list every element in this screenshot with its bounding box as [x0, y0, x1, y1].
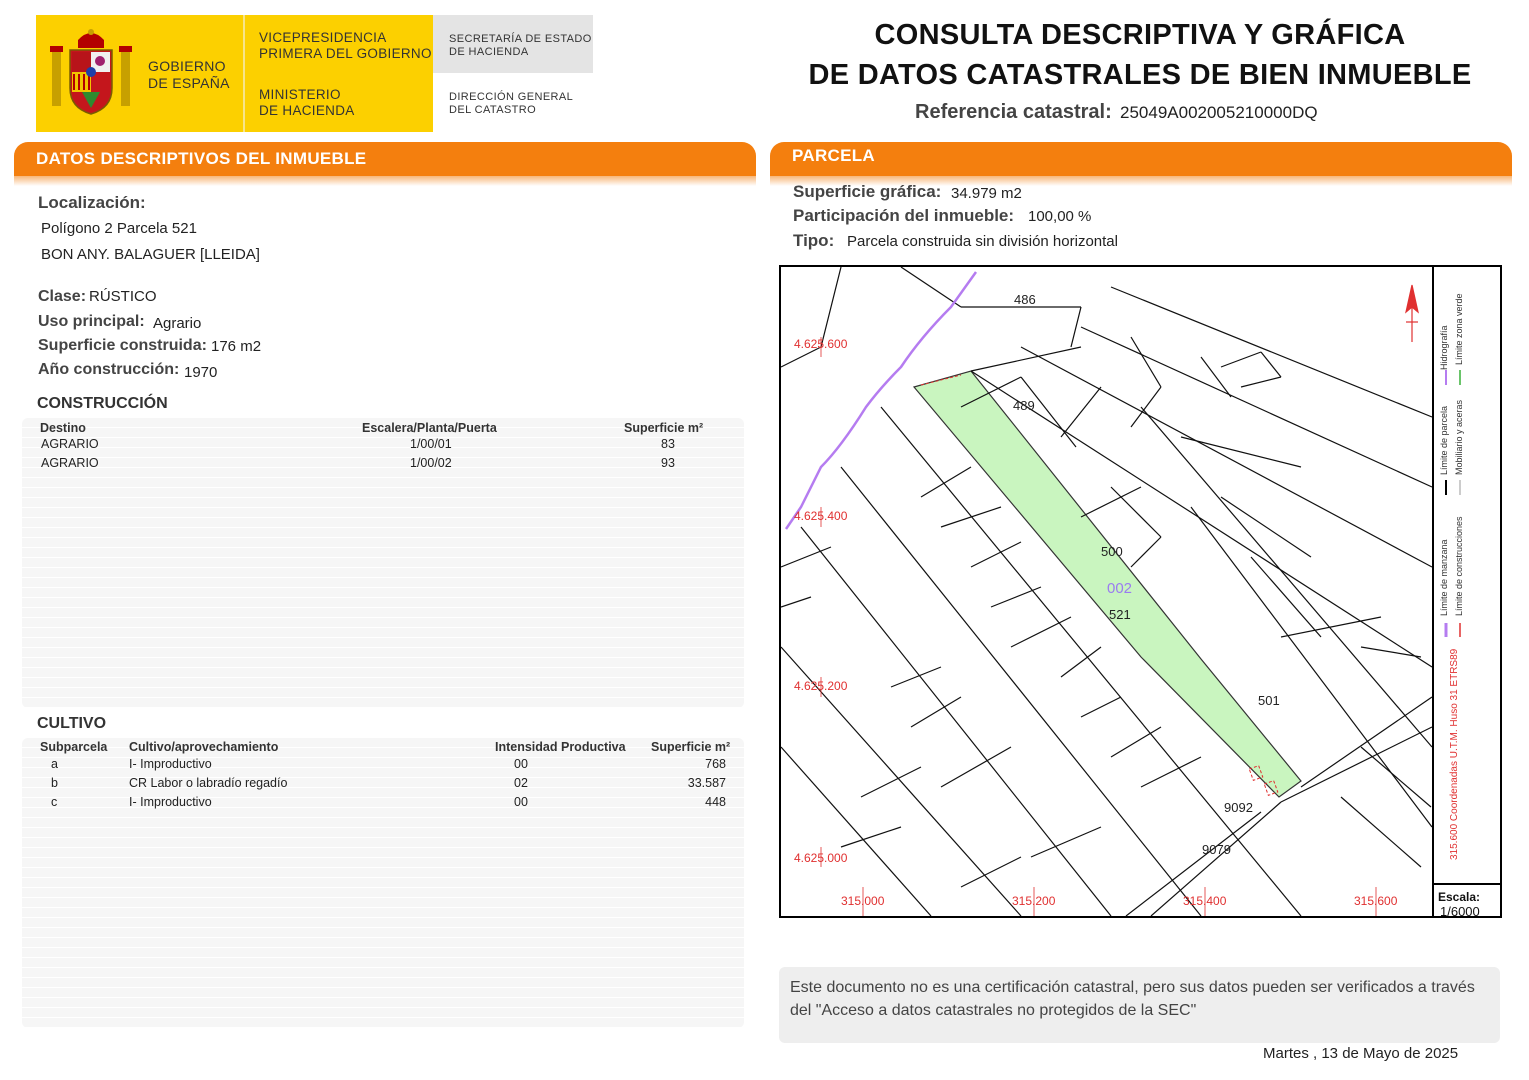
parcel-label: 501	[1258, 693, 1280, 708]
x-coord-label: 315.400	[1183, 894, 1227, 908]
uso-value: Agrario	[153, 315, 202, 332]
parcel-label: 500	[1101, 544, 1123, 559]
coord-system-label: 315.600 Coordenadas U.T.M. Huso 31 ETRS89	[1449, 648, 1460, 860]
localizacion-line1: Polígono 2 Parcela 521	[41, 220, 197, 237]
legend-label-mobiliario: Mobiliario y aceras	[1454, 399, 1464, 475]
x-coord-label: 315.000	[841, 894, 885, 908]
table-cell: 448	[705, 795, 726, 809]
vicepresidencia-text: VICEPRESIDENCIA PRIMERA DEL GOBIERNO	[259, 30, 432, 61]
parcel-label: 489	[1013, 398, 1035, 413]
table-cell: b	[51, 776, 58, 790]
table-cell: I- Improductivo	[129, 795, 212, 809]
parcel-label: 486	[1014, 292, 1036, 307]
table-cell: 1/00/02	[410, 456, 452, 470]
construccion-header-escalera: Escalera/Planta/Puerta	[362, 421, 497, 435]
parcela-header: PARCELA	[770, 142, 1512, 176]
y-coord-label: 4.625.200	[794, 679, 848, 693]
coat-of-arms-icon	[48, 28, 134, 118]
legend-label-hidrografia: Hidrografía	[1439, 325, 1449, 370]
cultivo-header-subparcela: Subparcela	[40, 740, 108, 754]
anio-value: 1970	[184, 364, 218, 381]
ministerio-text: MINISTERIO DE HACIENDA	[259, 87, 355, 118]
disclaimer-text: Este documento no es una certificación catastral, pero sus datos pueden ser verificados a través del "Acceso a datos catastrales no protegidos de la SEC"	[790, 979, 1475, 1019]
table-cell: 00	[514, 795, 528, 809]
participacion-label: Participación del inmueble:	[793, 206, 1015, 225]
y-coord-label: 4.625.600	[794, 337, 848, 351]
participacion-value: 100,00 %	[1028, 208, 1092, 225]
superficie-construida-label: Superficie construida:	[38, 337, 207, 354]
tipo-value: Parcela construida sin división horizontal	[847, 233, 1118, 250]
table-cell: I- Improductivo	[129, 757, 212, 771]
y-coord-label: 4.625.000	[794, 851, 848, 865]
construccion-table	[22, 418, 744, 708]
uso-label: Uso principal:	[38, 313, 145, 330]
legend-label-zona-verde: Límite zona verde	[1454, 293, 1464, 365]
legend-label-manzana: Límite de manzana	[1439, 539, 1449, 616]
page-title: CONSULTA DESCRIPTIVA Y GRÁFICA DE DATOS CATASTRALES DE BIEN INMUEBLE	[808, 19, 1472, 91]
x-coord-label: 315.600	[1354, 894, 1398, 908]
construccion-header-superficie: Superficie m²	[624, 421, 704, 435]
anio-label: Año construcción:	[38, 361, 180, 378]
table-cell: a	[51, 757, 58, 771]
ref-label: Referencia catastral:	[915, 101, 1112, 123]
gobierno-text: GOBIERNO DE ESPAÑA	[148, 58, 230, 91]
clase-value: RÚSTICO	[89, 288, 157, 305]
construccion-title: CONSTRUCCIÓN	[37, 395, 168, 412]
table-cell: 83	[661, 437, 675, 451]
table-cell: 1/00/01	[410, 437, 452, 451]
tipo-label: Tipo:	[793, 231, 835, 250]
table-cell: AGRARIO	[41, 456, 99, 470]
parcel-label: 9079	[1202, 842, 1231, 857]
construccion-header-destino: Destino	[40, 421, 86, 435]
north-arrow-icon	[1406, 285, 1418, 342]
descriptivos-header-shadow	[14, 176, 756, 186]
descriptivos-header: DATOS DESCRIPTIVOS DEL INMUEBLE	[14, 142, 756, 176]
parcel-label: 9092	[1224, 800, 1253, 815]
x-coord-label: 315.200	[1012, 894, 1056, 908]
table-cell: 02	[514, 776, 528, 790]
table-cell: CR Labor o labradío regadío	[129, 776, 288, 790]
y-coord-label: 4.625.400	[794, 509, 848, 523]
direccion-text: DIRECCIÓN GENERAL DEL CATASTRO	[449, 91, 574, 116]
table-cell: AGRARIO	[41, 437, 99, 451]
table-cell: 768	[705, 757, 726, 771]
ref-value: 25049A002005210000DQ	[1120, 103, 1318, 122]
table-cell: 33.587	[687, 776, 726, 790]
localizacion-label: Localización:	[38, 193, 146, 212]
cultivo-header-cultivo: Cultivo/aprovechamiento	[129, 740, 279, 754]
table-cell: c	[51, 795, 58, 809]
superficie-grafica-value: 34.979 m2	[951, 185, 1022, 202]
legend-label-construcciones: Límite de construcciones	[1454, 516, 1464, 616]
escala-label: Escala:	[1438, 890, 1481, 904]
superficie-grafica-label: Superficie gráfica:	[793, 182, 942, 201]
document-date: Martes , 13 de Mayo de 2025	[1263, 1045, 1459, 1062]
localizacion-line2: BON ANY. BALAGUER [LLEIDA]	[41, 246, 260, 263]
secretaria-text: SECRETARÍA DE ESTADO DE HACIENDA	[449, 33, 592, 58]
escala-value: 1/6000	[1440, 904, 1480, 919]
cultivo-header-superficie: Superficie m²	[651, 740, 731, 754]
logo-divider	[243, 15, 245, 132]
escala-divider	[1434, 883, 1500, 885]
parcel-label-highlight: 002	[1107, 580, 1133, 597]
cultivo-header-intensidad: Intensidad Productiva	[495, 740, 626, 754]
cultivo-title: CULTIVO	[37, 715, 107, 732]
superficie-construida-value: 176 m2	[211, 338, 262, 355]
legend-label-parcela: Límite de parcela	[1439, 405, 1449, 475]
parcel-label: 521	[1109, 607, 1131, 622]
table-cell: 00	[514, 757, 528, 771]
clase-label: Clase:	[38, 288, 87, 305]
table-cell: 93	[661, 456, 675, 470]
